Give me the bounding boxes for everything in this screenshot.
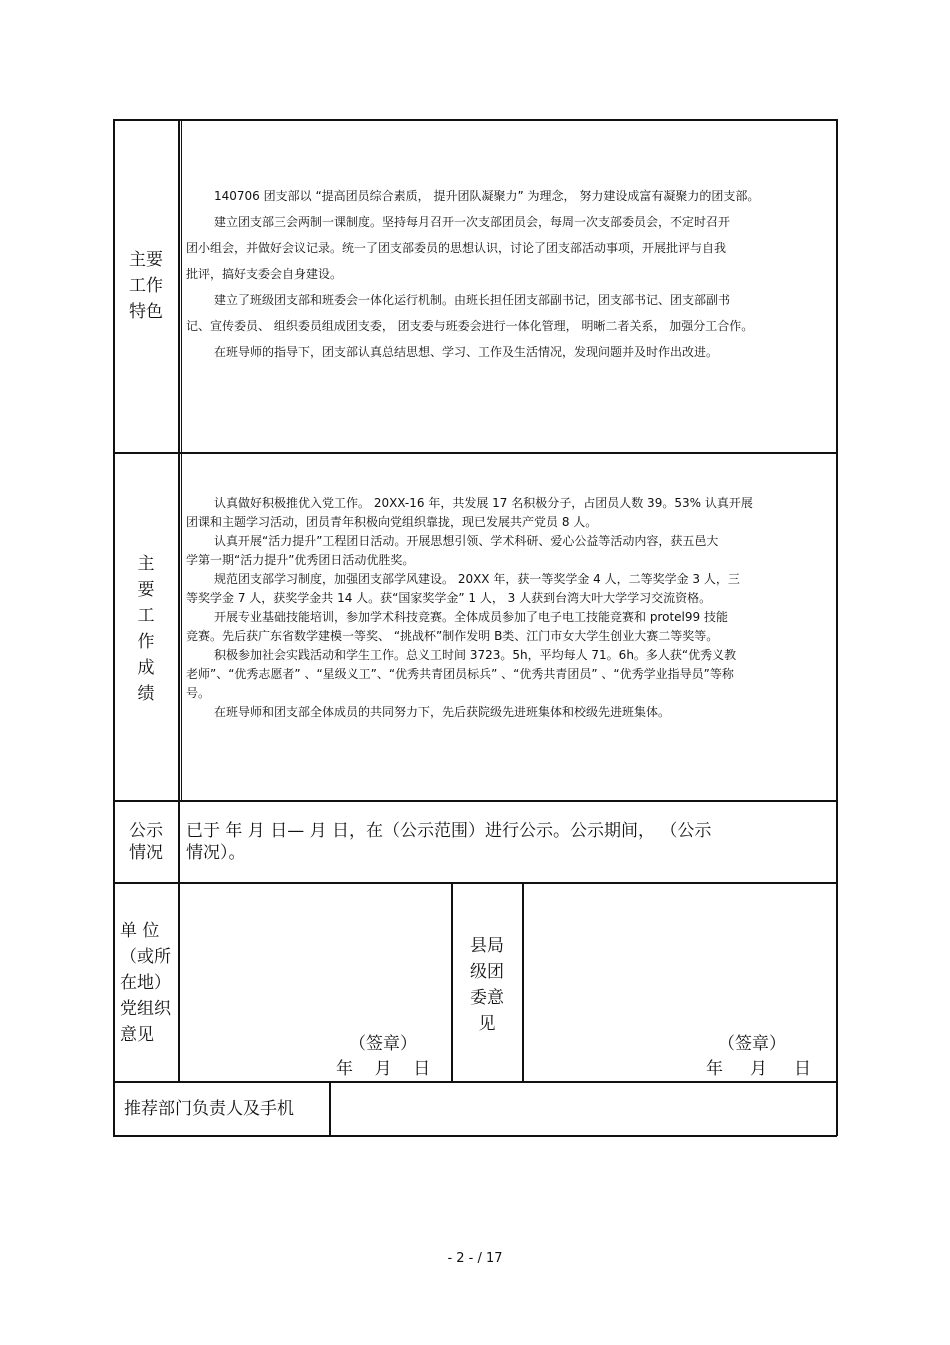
- unit-opinion-label-line: （或所: [120, 947, 171, 967]
- features-label-line: 主要: [129, 250, 163, 270]
- achievements-paragraph: 开展专业基础技能培训，参加学术科技竞赛。全体成员参加了电子电工技能竞赛和 protel99 技能: [214, 610, 728, 624]
- achievements-paragraph: 竞赛。先后获广东省数学建模一等奖、 “挑战杯”制作发明 B类、江门市女大学生创业大赛二等奖等。: [186, 629, 719, 643]
- recommender-divider: [329, 1081, 331, 1136]
- achievements-paragraph: 积极参加社会实践活动和学生工作。总义工时间 3723。5h，平均每人 71。6h。多人获“优秀义教: [214, 648, 737, 662]
- publicity-label: [114, 820, 178, 864]
- features-paragraph: 建立了班级团支部和班委会一体化运行机制。由班长担任团支部副书记，团支部书记、团支部副书: [214, 293, 731, 307]
- achievements-label: [114, 551, 178, 707]
- achievements-paragraph: 规范团支部学习制度，加强团支部学风建设。 20XX 年，获一等奖学金 4 人，二等奖学金 3 人，三: [214, 572, 740, 586]
- row-separator-1: [113, 452, 837, 454]
- row-separator-4: [113, 1081, 837, 1083]
- achievements-paragraph: 号。: [186, 686, 211, 700]
- table-border-top: [113, 119, 837, 121]
- achievements-paragraph: 认真开展“活力提升”工程团日活动。开展思想引领、学术科研、爱心公益等活动内容，获五邑大: [214, 534, 719, 548]
- achievements-label-line: 主: [137, 554, 155, 574]
- features-paragraph: 建立团支部三会两制一课制度。坚持每月召开一次支部团员会，每周一次支部委员会，不定时召开: [214, 215, 731, 229]
- publicity-content: [186, 820, 832, 864]
- row-separator-2: [113, 800, 837, 802]
- achievements-paragraph: 学第一期“活力提升”优秀团日活动优胜奖。: [186, 553, 415, 567]
- features-paragraph: 记、宣传委员、 组织委员组成团支委， 团支委与班委会进行一体化管理， 明晰二者关系， 加强分工合作。: [186, 319, 754, 333]
- achievements-label-line: 成: [137, 658, 155, 678]
- publicity-label-line: 公示: [129, 821, 163, 841]
- unit-opinion-label-line: 在地）: [120, 973, 171, 993]
- achievements-label-line: 工: [137, 606, 155, 626]
- table-border-bottom: [113, 1135, 837, 1137]
- features-content: [186, 183, 832, 365]
- county-opinion-label-line: 见: [478, 1014, 496, 1034]
- achievements-content: [186, 494, 832, 722]
- features-label: [114, 247, 178, 325]
- county-opinion-date: 年 月 日: [706, 1059, 812, 1079]
- page-number: - 2 - / 17: [447, 1251, 503, 1266]
- unit-opinion-label: [114, 918, 178, 1048]
- achievements-paragraph: 老师”、“优秀志愿者” 、“星级义工”、“优秀共青团员标兵” 、“优秀共青团员” 、“优秀学业指导员”等称: [186, 667, 734, 681]
- unit-opinion-seal: （签章）: [349, 1034, 417, 1054]
- unit-opinion-label-line: 意见: [120, 1025, 154, 1045]
- features-paragraph: 在班导师的指导下，团支部认真总结思想、学习、工作及生活情况，发现问题并及时作出改进。: [214, 345, 719, 359]
- features-label-line: 特色: [129, 302, 163, 322]
- features-label-line: 工作: [129, 276, 163, 296]
- achievements-label-line: 绩: [137, 684, 155, 704]
- achievements-paragraph: 认真做好积极推优入党工作。 20XX-16 年，共发展 17 名积极分子，占团员人数 39。53% 认真开展: [214, 496, 753, 510]
- unit-opinion-label-line: 单 位: [120, 921, 160, 941]
- achievements-paragraph: 等奖学金 7 人，获奖学金共 14 人。获“国家奖学金” 1 人， 3 人获到台湾大叶大学学习交流资格。: [186, 591, 712, 605]
- achievements-paragraph: 团课和主题学习活动，团员青年积极向党组织靠拢，现已发展共产党员 8 人。: [186, 515, 598, 529]
- label-column-divider-inner: [181, 119, 182, 801]
- unit-opinion-date: 年 月 日: [336, 1059, 431, 1079]
- county-opinion-seal: （签章）: [718, 1034, 786, 1054]
- county-opinion-label-line: 委意: [470, 988, 504, 1008]
- achievements-label-line: 要: [137, 580, 155, 600]
- achievements-paragraph: 在班导师和团支部全体成员的共同努力下，先后获院级先进班集体和校级先进班集体。: [214, 705, 671, 719]
- label-column-divider: [178, 119, 180, 1082]
- features-paragraph: 团小组会，并做好会议记录。统一了团支部委员的思想认识，讨论了团支部活动事项，开展批评与自我: [186, 241, 727, 255]
- county-opinion-label-line: 县局: [470, 936, 504, 956]
- features-paragraph: 批评，搞好支委会自身建设。: [186, 267, 343, 281]
- publicity-label-line: 情况: [129, 843, 163, 863]
- opinion-divider-2: [522, 882, 524, 1082]
- publicity-text-line: 已于 年 月 日— 月 日，在（公示范围）进行公示。公示期间， （公示: [186, 821, 712, 841]
- row-separator-3: [113, 882, 837, 884]
- publicity-text-line: 情况）。: [186, 843, 246, 863]
- table-border-right: [836, 119, 838, 1136]
- county-opinion-label: [452, 933, 522, 1037]
- features-paragraph: 140706 团支部以 “提高团员综合素质， 提升团队凝聚力” 为理念， 努力建设成富有凝聚力的团支部。: [214, 189, 760, 203]
- county-opinion-label-line: 级团: [470, 962, 504, 982]
- recommender-label: 推荐部门负责人及手机: [124, 1099, 294, 1119]
- achievements-label-line: 作: [137, 632, 155, 652]
- unit-opinion-label-line: 党组织: [120, 999, 171, 1019]
